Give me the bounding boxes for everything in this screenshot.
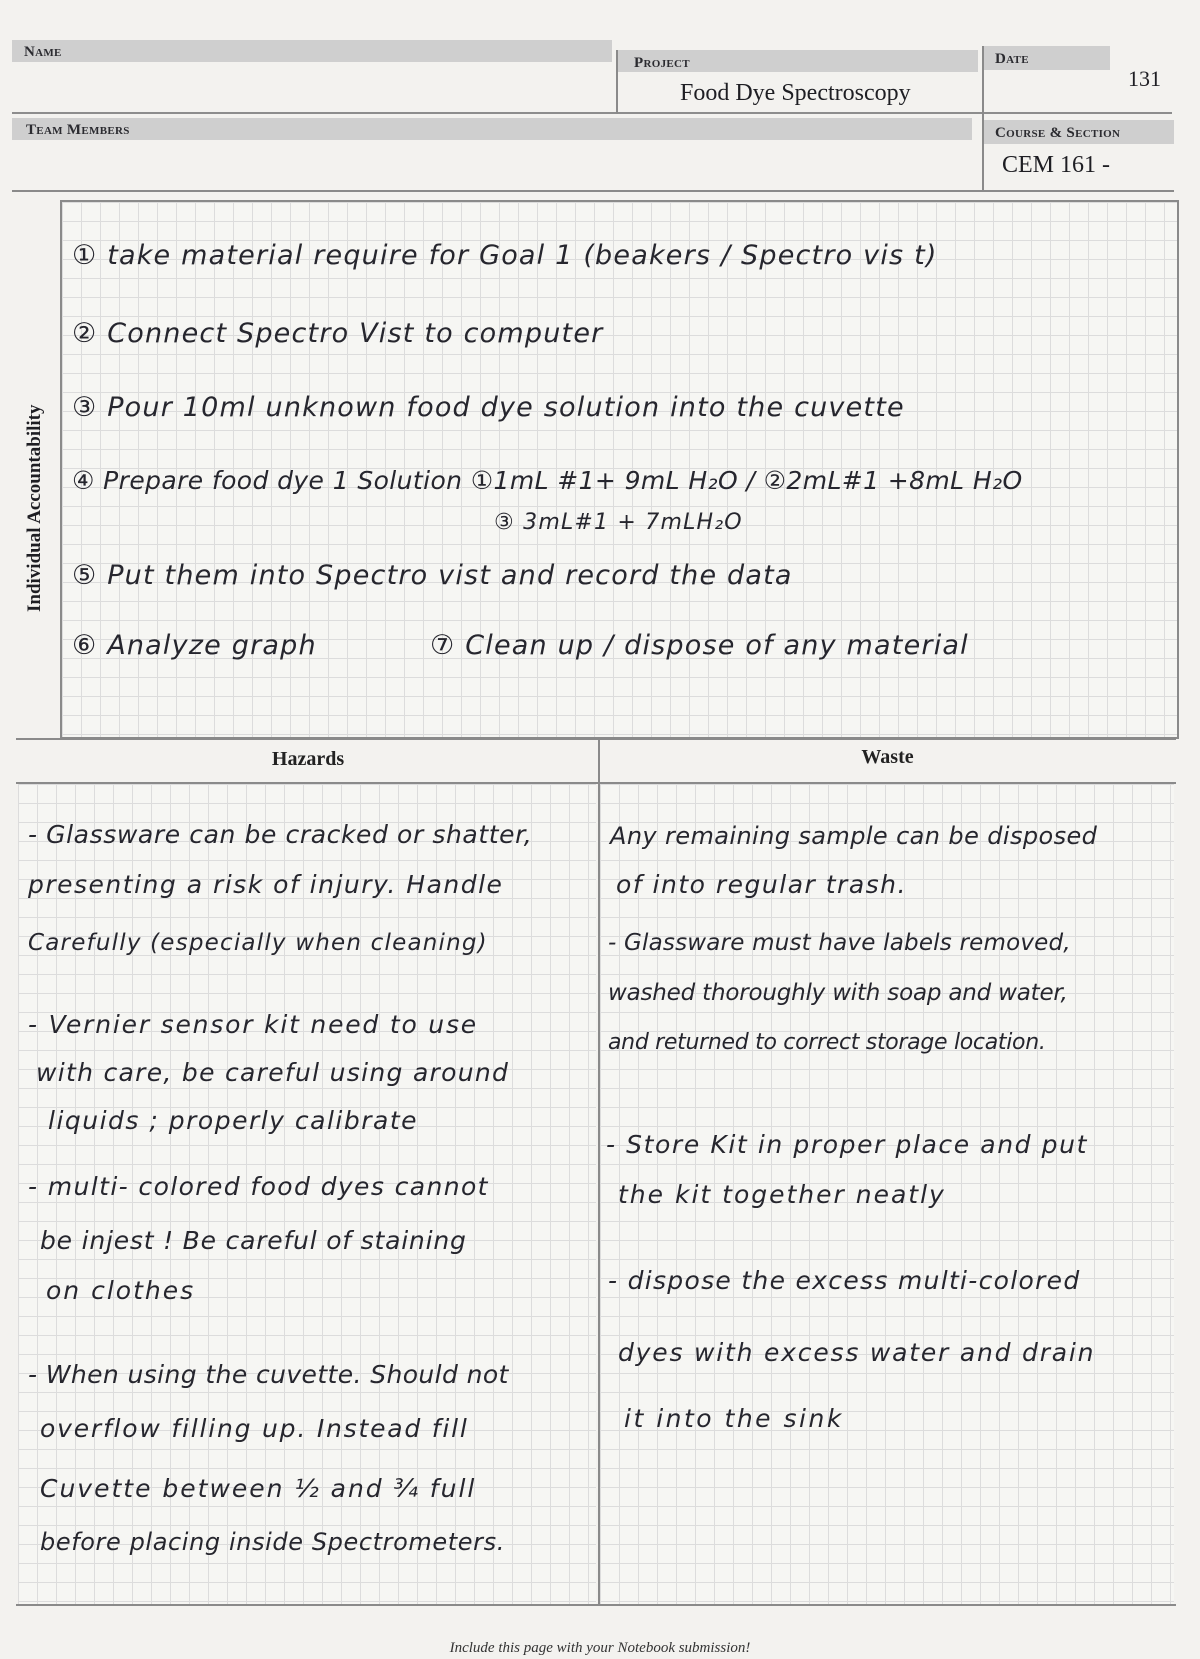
course-label: Course & Section [995,125,1121,141]
bottom-line [16,1604,1176,1606]
waste-line: - dispose the excess multi-colored [608,1266,1081,1295]
waste-line: - Glassware must have labels removed, [608,930,1071,956]
hazard-line: Cuvette between ½ and ¾ full [40,1474,477,1503]
name-label: Name [24,44,62,60]
header-bottom-line [12,190,1174,192]
hazards-title: Hazards [271,748,345,770]
waste-line: it into the sink [624,1404,844,1433]
waste-line: the kit together neatly [618,1180,946,1209]
date-column-divider [982,46,984,192]
team-label-bar [12,118,972,140]
step-line: ⑤ Put them into Spectro vist and record the data [72,560,793,591]
step-line: ① take material require for Goal 1 (beakers / Spectro vis t) [72,240,938,271]
date-label: Date [995,51,1029,67]
team-members-label: Team Members [26,122,130,138]
waste-title: Waste [861,746,914,768]
waste-line: - Store Kit in proper place and put [606,1130,1088,1159]
hazard-line: - Glassware can be cracked or shatter, [28,820,533,849]
project-column-divider [616,50,618,114]
hazard-line: - When using the cuvette. Should not [28,1360,509,1389]
hazard-line: on clothes [46,1276,196,1305]
project-label: Project [634,55,690,71]
waste-line: and returned to correct storage location. [608,1030,1046,1055]
project-value: Food Dye Spectroscopy [680,80,911,106]
hazard-line: liquids ; properly calibrate [48,1106,419,1135]
accountability-title: Individual Accountability [24,404,45,612]
hazard-line: presenting a risk of injury. Handle [28,870,504,899]
step-line: ⑦ Clean up / dispose of any material [430,630,969,661]
hazard-line: be injest ! Be careful of staining [40,1226,467,1255]
step-line: ③ 3mL#1 + 7mLH₂O [494,510,743,535]
hazard-line: before placing inside Spectrometers. [40,1528,505,1556]
hazard-line: with care, be careful using around [36,1058,510,1087]
step-line: ③ Pour 10ml unknown food dye solution into the cuvette [72,392,905,423]
footer-note: Include this page with your Notebook submission! [449,1640,751,1656]
hazard-line: Carefully (especially when cleaning) [28,930,488,956]
page-number: 131 [1128,66,1161,91]
hazard-line: - Vernier sensor kit need to use [28,1010,478,1039]
step-line: ② Connect Spectro Vist to computer [72,318,604,349]
step-line: ④ Prepare food dye 1 Solution ①1mL #1+ 9mL H₂O / ②2mL#1 +8mL H₂O [72,466,1023,495]
waste-line: washed thoroughly with soap and water, [608,980,1068,1006]
hazard-line: overflow filling up. Instead fill [40,1414,469,1443]
name-label-bar [12,40,612,62]
section-divider [16,738,1176,740]
course-value: CEM 161 - [1002,152,1110,178]
header-divider [12,112,1172,114]
waste-line: of into regular trash. [616,870,907,899]
hazard-line: - multi- colored food dyes cannot [28,1172,489,1201]
waste-line: Any remaining sample can be disposed [610,822,1098,850]
step-line: ⑥ Analyze graph [72,630,317,661]
waste-line: dyes with excess water and drain [618,1338,1096,1367]
